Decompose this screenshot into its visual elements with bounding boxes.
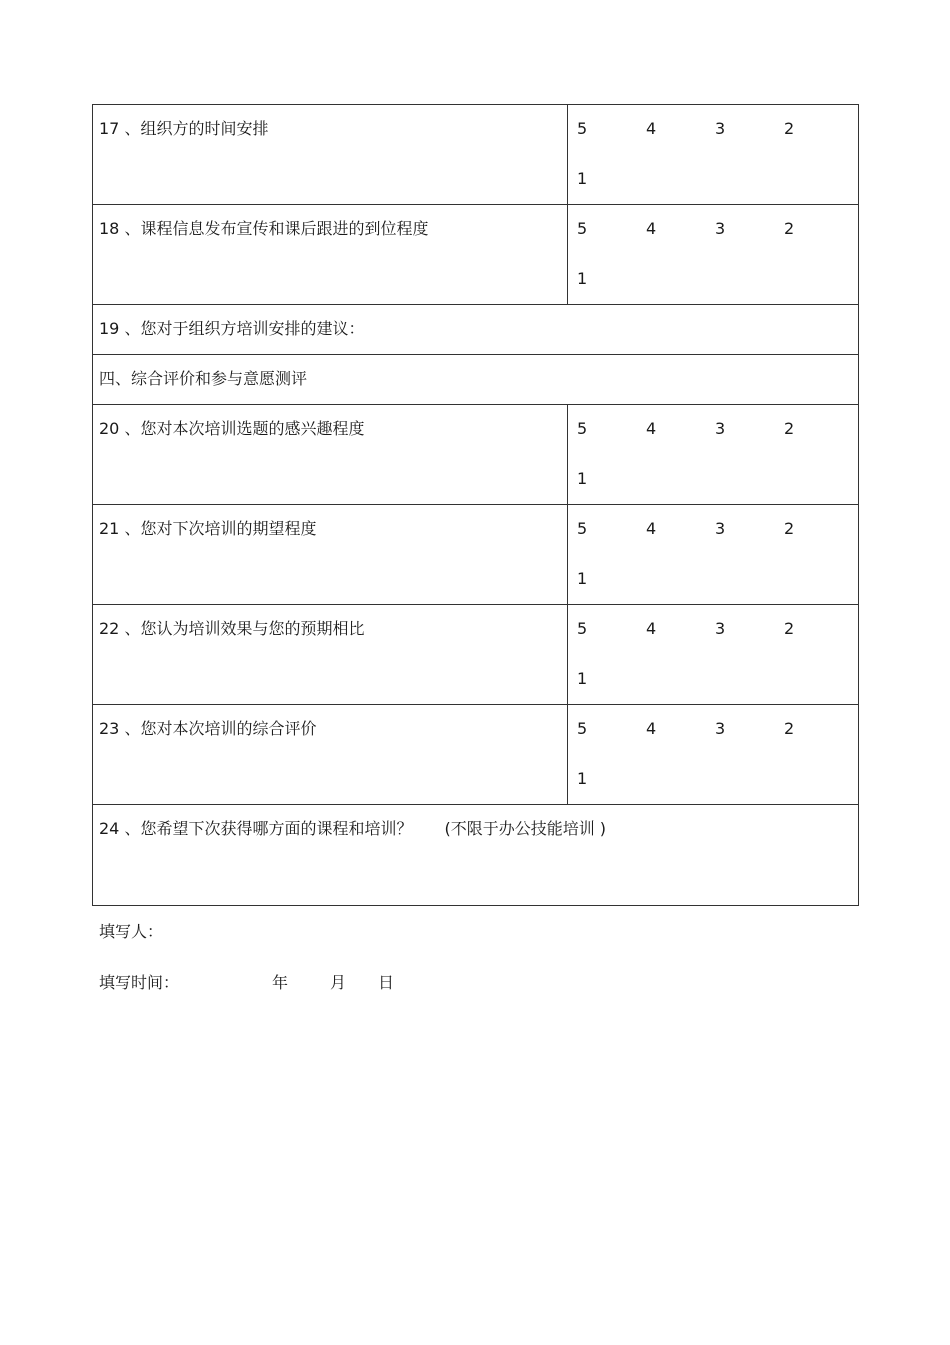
rating-option-1[interactable]: 1 [577, 669, 588, 688]
rating-option-5[interactable]: 5 [577, 119, 588, 138]
question-cell [93, 605, 568, 705]
rating-scale-cell [568, 405, 859, 505]
rating-option-3[interactable]: 3 [715, 519, 726, 538]
question-cell [93, 705, 568, 805]
question-text: 18 、课程信息发布宣传和课后跟进的到位程度 [99, 219, 429, 238]
rating-option-1[interactable]: 1 [577, 769, 588, 788]
month-label: 月 [330, 973, 347, 992]
rating-scale-cell [568, 105, 859, 205]
rating-option-1[interactable]: 1 [577, 269, 588, 288]
day-label: 日 [378, 973, 395, 992]
rating-option-4[interactable]: 4 [646, 719, 657, 738]
rating-scale-cell [568, 505, 859, 605]
question-text: 22 、您认为培训效果与您的预期相比 [99, 619, 365, 638]
question-row-23 [93, 705, 859, 805]
section-title: 四、综合评价和参与意愿测评 [99, 369, 308, 388]
question-cell [93, 505, 568, 605]
question-row-18 [93, 205, 859, 305]
rating-scale-cell [568, 605, 859, 705]
question-text: 20 、您对本次培训选题的感兴趣程度 [99, 419, 365, 438]
rating-option-3[interactable]: 3 [715, 119, 726, 138]
rating-option-5[interactable]: 5 [577, 719, 588, 738]
rating-option-2[interactable]: 2 [784, 719, 795, 738]
rating-option-1[interactable]: 1 [577, 569, 588, 588]
year-label: 年 [272, 973, 289, 992]
question-row-22 [93, 605, 859, 705]
rating-option-2[interactable]: 2 [784, 619, 795, 638]
filler-label: 填写人： [99, 922, 164, 941]
rating-option-3[interactable]: 3 [715, 219, 726, 238]
fill-time-label: 填写时间： [99, 973, 180, 992]
rating-option-4[interactable]: 4 [646, 419, 657, 438]
question-text [93, 805, 858, 839]
rating-option-5[interactable]: 5 [577, 219, 588, 238]
question-cell [93, 405, 568, 505]
question-cell [93, 105, 568, 205]
rating-option-1[interactable]: 1 [577, 469, 588, 488]
rating-option-5[interactable]: 5 [577, 519, 588, 538]
rating-option-2[interactable]: 2 [784, 419, 795, 438]
question-row-20 [93, 405, 859, 505]
rating-option-1[interactable]: 1 [577, 169, 588, 188]
rating-option-3[interactable]: 3 [715, 619, 726, 638]
question-row-21 [93, 505, 859, 605]
suggestion-cell[interactable] [93, 305, 859, 355]
question-label: 24 、您希望下次获得哪方面的课程和培训？ [99, 819, 413, 838]
wish-cell[interactable] [93, 805, 859, 906]
question-row-19 [93, 305, 859, 355]
question-text: 23 、您对本次培训的综合评价 [99, 719, 317, 738]
section-header-cell [93, 355, 859, 405]
rating-option-2[interactable]: 2 [784, 219, 795, 238]
rating-option-4[interactable]: 4 [646, 119, 657, 138]
rating-option-3[interactable]: 3 [715, 719, 726, 738]
question-cell [93, 205, 568, 305]
rating-option-5[interactable]: 5 [577, 619, 588, 638]
question-row-17 [93, 105, 859, 205]
rating-option-2[interactable]: 2 [784, 519, 795, 538]
rating-option-3[interactable]: 3 [715, 419, 726, 438]
question-text: 19 、您对于组织方培训安排的建议： [99, 319, 365, 338]
rating-option-4[interactable]: 4 [646, 519, 657, 538]
rating-option-5[interactable]: 5 [577, 419, 588, 438]
question-row-24 [93, 805, 859, 906]
section-header-row [93, 355, 859, 405]
rating-scale-cell [568, 705, 859, 805]
rating-option-4[interactable]: 4 [646, 219, 657, 238]
rating-scale-cell [568, 205, 859, 305]
survey-table [92, 104, 859, 906]
rating-option-4[interactable]: 4 [646, 619, 657, 638]
question-text: 17 、组织方的时间安排 [99, 119, 269, 138]
question-hint: (不限于办公技能培训 ) [444, 819, 607, 838]
rating-option-2[interactable]: 2 [784, 119, 795, 138]
question-text: 21 、您对下次培训的期望程度 [99, 519, 317, 538]
